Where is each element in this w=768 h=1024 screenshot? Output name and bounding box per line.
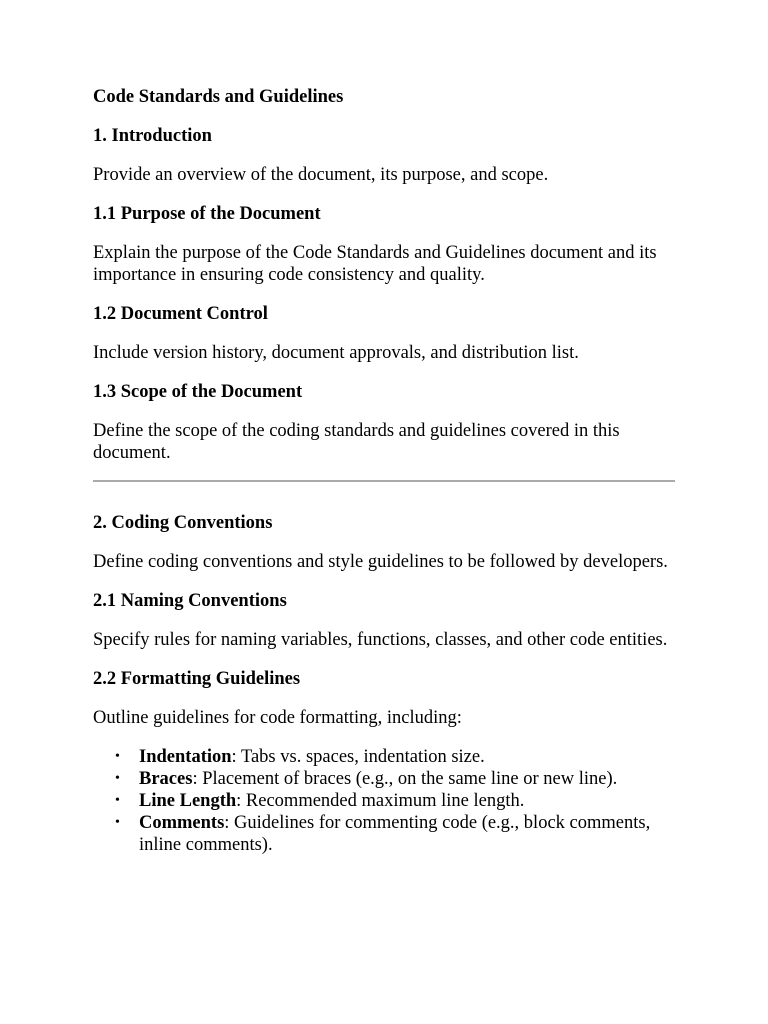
bullet-icon: •	[115, 815, 120, 830]
list-item-desc: : Recommended maximum line length.	[236, 791, 525, 811]
section-heading-scope: 1.3 Scope of the Document	[93, 382, 303, 402]
list-item-term: Indentation	[139, 747, 232, 767]
section-body-document-control: Include version history, document approvals, and distribution list.	[93, 343, 579, 363]
section-body-formatting-guidelines: Outline guidelines for code formatting, including:	[93, 708, 462, 728]
list-item	[93, 790, 683, 812]
section-body-purpose: Explain the purpose of the Code Standards and Guidelines document and its importance in ensuring code consistency and quality.	[93, 243, 657, 285]
section-heading-coding-conventions: 2. Coding Conventions	[93, 513, 273, 533]
list-item-desc: : Placement of braces (e.g., on the same line or new line).	[192, 769, 618, 789]
section-divider	[93, 480, 675, 482]
section-body-scope: Define the scope of the coding standards and guidelines covered in this document.	[93, 421, 620, 463]
section-body-naming-conventions: Specify rules for naming variables, functions, classes, and other code entities.	[93, 630, 668, 650]
list-item	[93, 746, 683, 768]
list-item	[93, 812, 683, 856]
formatting-list	[93, 746, 683, 856]
list-item-desc: : Tabs vs. spaces, indentation size.	[231, 747, 485, 767]
bullet-icon: •	[115, 771, 120, 786]
bullet-icon: •	[115, 749, 120, 764]
section-heading-document-control: 1.2 Document Control	[93, 304, 268, 324]
list-item-term: Comments	[139, 813, 225, 833]
document-page	[93, 86, 683, 856]
document-title: Code Standards and Guidelines	[93, 87, 344, 107]
section-body-coding-conventions: Define coding conventions and style guidelines to be followed by developers.	[93, 552, 668, 572]
section-heading-formatting-guidelines: 2.2 Formatting Guidelines	[93, 669, 301, 689]
list-item-desc: : Guidelines for commenting code (e.g., block comments, inline comments).	[139, 813, 651, 855]
section-heading-purpose: 1.1 Purpose of the Document	[93, 204, 321, 224]
section-body-introduction: Provide an overview of the document, its purpose, and scope.	[93, 165, 549, 185]
list-item-term: Line Length	[139, 791, 237, 811]
section-heading-introduction: 1. Introduction	[93, 126, 212, 146]
section-heading-naming-conventions: 2.1 Naming Conventions	[93, 591, 287, 611]
bullet-icon: •	[115, 793, 120, 808]
list-item	[93, 768, 683, 790]
list-item-term: Braces	[139, 769, 193, 789]
